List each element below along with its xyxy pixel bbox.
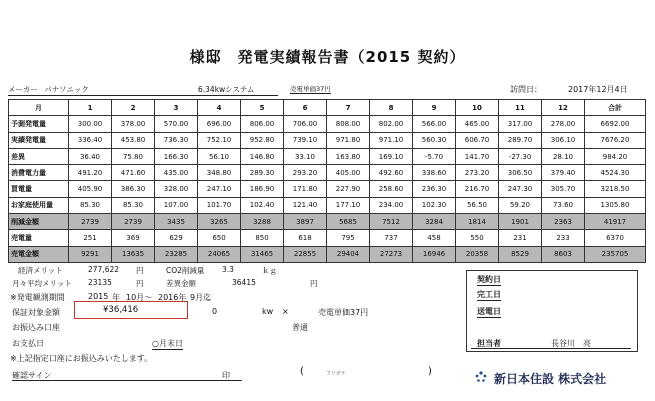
table-cell: 696.00 [198,116,241,132]
table-cell: 22855 [284,246,327,262]
table-cell: 56.10 [198,148,241,164]
row-label: お家庭使用量 [9,197,69,213]
table-cell: 491.20 [69,165,112,181]
table-cell: 306.10 [542,132,585,148]
period-from-month: 10月～ [126,293,153,302]
table-cell: 107.00 [155,197,198,213]
table-cell: 328.00 [155,181,198,197]
table-cell: 289.70 [499,132,542,148]
table-cell: 171.80 [284,181,327,197]
table-cell: 289.30 [241,165,284,181]
table-cell: 8529 [499,246,542,262]
table-cell: 3284 [413,214,456,230]
table-cell: 752.10 [198,132,241,148]
table-cell: 405.00 [327,165,370,181]
table-cell: 386.30 [112,181,155,197]
table-cell: 338.60 [413,165,456,181]
header-cell: 2 [112,100,155,116]
table-cell: 36.40 [69,148,112,164]
contract-date-label: 契約日 [477,275,501,284]
econ-merit-value: 277,622 [88,265,120,274]
table-row [9,132,646,148]
table-cell: 3897 [284,214,327,230]
table-cell: 405.90 [69,181,112,197]
header-cell: 7 [327,100,370,116]
table-cell: 566.00 [413,116,456,132]
table-cell: 235705 [585,246,646,262]
table-row [9,148,646,164]
co2-value: 3.3 [222,265,234,274]
table-cell: 952.80 [241,132,284,148]
table-cell: 31465 [241,246,284,262]
period-to-year: 2016年 [158,293,187,302]
guarantee-label: 保証対象金額 [12,308,60,317]
sign-label: 確認サイン [12,371,52,380]
diff-amount-label: 差異金額 [166,279,196,288]
co2-label: CO2削減量 [166,266,205,275]
table-cell: 706.00 [284,116,327,132]
table-cell: 41917 [585,214,646,230]
table-cell: 2363 [542,214,585,230]
table-cell: 465.00 [456,116,499,132]
table-row [9,165,646,181]
table-cell: 231 [499,230,542,246]
table-cell: 453.80 [112,132,155,148]
table-cell: 606.70 [456,132,499,148]
table-cell: 2739 [69,214,112,230]
table-cell: 806.00 [241,116,284,132]
table-cell: 802.00 [370,116,413,132]
table-cell: 236.30 [413,181,456,197]
table-cell: -5.70 [413,148,456,164]
table-cell: 739.10 [284,132,327,148]
table-cell: 75.80 [112,148,155,164]
table-cell: 369 [112,230,155,246]
table-cell: 56.50 [456,197,499,213]
seal-mark: 印 [222,371,230,380]
table-cell: 570.00 [155,116,198,132]
table-cell: 16946 [413,246,456,262]
visit-date-label: 訪問日： [510,85,542,94]
monthly-merit-value: 23135 [88,278,112,287]
company-logo-icon [474,370,488,384]
period-year-unit: 年 [112,293,120,302]
table-cell: 7512 [370,214,413,230]
row-label: 差異 [9,148,69,164]
report-table [8,99,646,263]
table-cell: 186.90 [241,181,284,197]
maker-value: パナソニック [44,85,89,94]
table-header-row [9,100,646,116]
table-cell: 736.30 [155,132,198,148]
table-cell: 13635 [112,246,155,262]
table-cell: 4524.30 [585,165,646,181]
table-cell: 9291 [69,246,112,262]
row-label: 実績発電量 [9,132,69,148]
diff-amount-value: 36415 [232,278,256,287]
table-cell: 27273 [370,246,413,262]
table-cell: 163.80 [327,148,370,164]
table-cell: 336.40 [69,132,112,148]
table-cell: 247.10 [198,181,241,197]
row-label: 削減金額 [9,214,69,230]
table-cell: 227.90 [327,181,370,197]
table-cell: 293.20 [284,165,327,181]
table-cell: 5685 [327,214,370,230]
maker-label: メーカー [8,85,38,94]
person-underline [471,348,631,349]
table-cell: 121.40 [284,197,327,213]
table-cell: 971.80 [327,132,370,148]
table-cell: 305.70 [542,181,585,197]
table-cell: 258.60 [370,181,413,197]
pay-date-value: ○月末日 [152,339,183,348]
pay-date-label: お支払日 [12,339,44,348]
table-cell: 850 [241,230,284,246]
table-cell: 102.40 [241,197,284,213]
period-to-month: 9月迄 [190,293,212,302]
table-cell: 273.20 [456,165,499,181]
header-cell: 10 [456,100,499,116]
table-cell: 73.60 [542,197,585,213]
table-row [9,214,646,230]
table-cell: 216.70 [456,181,499,197]
table-cell: 379.40 [542,165,585,181]
yen-unit: 円 [136,266,144,275]
table-cell: 2739 [112,214,155,230]
header-cell: 8 [370,100,413,116]
table-cell: 378.00 [112,116,155,132]
report-date-label: 送電日 [477,307,501,316]
table-cell: 23285 [155,246,198,262]
table-cell: 808.00 [327,116,370,132]
table-cell: 458 [413,230,456,246]
table-row [9,246,646,262]
table-cell: 984.20 [585,148,646,164]
table-cell: 169.10 [370,148,413,164]
table-cell: 317.00 [499,116,542,132]
table-cell: 6692.00 [585,116,646,132]
table-cell: 233 [542,230,585,246]
table-cell: 650 [198,230,241,246]
payment-note: ※上記指定口座にお振込みいたします。 [10,354,153,363]
table-cell: 550 [456,230,499,246]
table-cell: 629 [155,230,198,246]
row-label: 売電量 [9,230,69,246]
table-cell: 1305.80 [585,197,646,213]
table-cell: 7676.20 [585,132,646,148]
table-cell: 492.60 [370,165,413,181]
table-cell: 618 [284,230,327,246]
table-cell: 300.00 [69,116,112,132]
guarantee-amount-box [74,301,188,319]
table-cell: 24065 [198,246,241,262]
table-cell: 102.30 [413,197,456,213]
furigana-paren-open: ( [300,366,304,377]
table-cell: 85.30 [112,197,155,213]
table-cell: 795 [327,230,370,246]
completion-date-label: 完工日 [477,290,501,299]
header-cell: 3 [155,100,198,116]
maker-line [8,84,278,96]
times-sign: × [282,307,289,316]
header-cell: 6 [284,100,327,116]
table-cell: 28.10 [542,148,585,164]
table-cell: 166.30 [155,148,198,164]
table-cell: 435.00 [155,165,198,181]
guarantee-zero: 0 [212,307,218,316]
econ-merit-label: 経済メリット [18,266,63,275]
table-row [9,116,646,132]
period-from-year: 2015 [88,292,109,301]
guarantee-price: 売電単価37円 [318,308,369,317]
header-cell: 11 [499,100,542,116]
guarantee-amount: ¥36,416 [103,305,139,315]
table-cell: 6370 [585,230,646,246]
visit-date-value: 2017年12月4日 [568,85,628,94]
table-row [9,230,646,246]
table-cell: 141.70 [456,148,499,164]
kg-unit: ｋｇ [262,266,277,275]
table-cell: 101.70 [198,197,241,213]
person-name: 長谷川 亮 [551,339,591,348]
table-cell: 33.10 [284,148,327,164]
table-cell: 278.00 [542,116,585,132]
header-cell: 9 [413,100,456,116]
table-cell: 3218.50 [585,181,646,197]
table-cell: 3265 [198,214,241,230]
table-cell: 971.10 [370,132,413,148]
table-cell: 348.80 [198,165,241,181]
table-cell: 85.30 [69,197,112,213]
monthly-merit-label: 月々平均メリット [12,279,72,288]
company-name: 新日本住設 株式会社 [494,372,607,386]
yen-unit: 円 [310,279,318,288]
table-cell: 146.80 [241,148,284,164]
table-cell: -27.30 [499,148,542,164]
account-type: 普通 [292,323,308,332]
header-cell: 月 [9,100,69,116]
table-cell: 306.50 [499,165,542,181]
row-label: 消費電力量 [9,165,69,181]
system-capacity: 6.34kwシステム [198,85,255,94]
contract-box [466,270,638,352]
table-cell: 29404 [327,246,370,262]
header-cell: 12 [542,100,585,116]
table-cell: 3288 [241,214,284,230]
table-cell: 737 [370,230,413,246]
person-label: 担当者 [477,339,501,348]
table-cell: 8603 [542,246,585,262]
table-cell: 247.30 [499,181,542,197]
header-cell: 合計 [585,100,646,116]
table-cell: 1814 [456,214,499,230]
table-cell: 471.60 [112,165,155,181]
table-cell: 3435 [155,214,198,230]
row-label: 売電金額 [9,246,69,262]
period-label: ※発電観測期間 [10,293,65,302]
furigana-label: フリガナ [326,371,346,377]
document-title: 様邸 発電実績報告書（2015 契約） [189,48,466,66]
row-label: 買電量 [9,181,69,197]
table-row [9,197,646,213]
table-cell: 177.10 [327,197,370,213]
sign-line [12,380,242,381]
table-cell: 560.30 [413,132,456,148]
row-label: 予測発電量 [9,116,69,132]
table-cell: 234.00 [370,197,413,213]
table-cell: 20358 [456,246,499,262]
furigana-paren-close: ) [428,366,432,377]
table-cell: 59.20 [499,197,542,213]
kw-unit: kw [262,307,274,316]
table-row [9,181,646,197]
yen-unit: 円 [136,279,144,288]
table-cell: 251 [69,230,112,246]
header-cell: 5 [241,100,284,116]
account-label: お振込み口座 [12,323,60,332]
table-cell: 1901 [499,214,542,230]
unit-price-header: 売電単価37円 [290,85,331,93]
header-cell: 4 [198,100,241,116]
header-cell: 1 [69,100,112,116]
